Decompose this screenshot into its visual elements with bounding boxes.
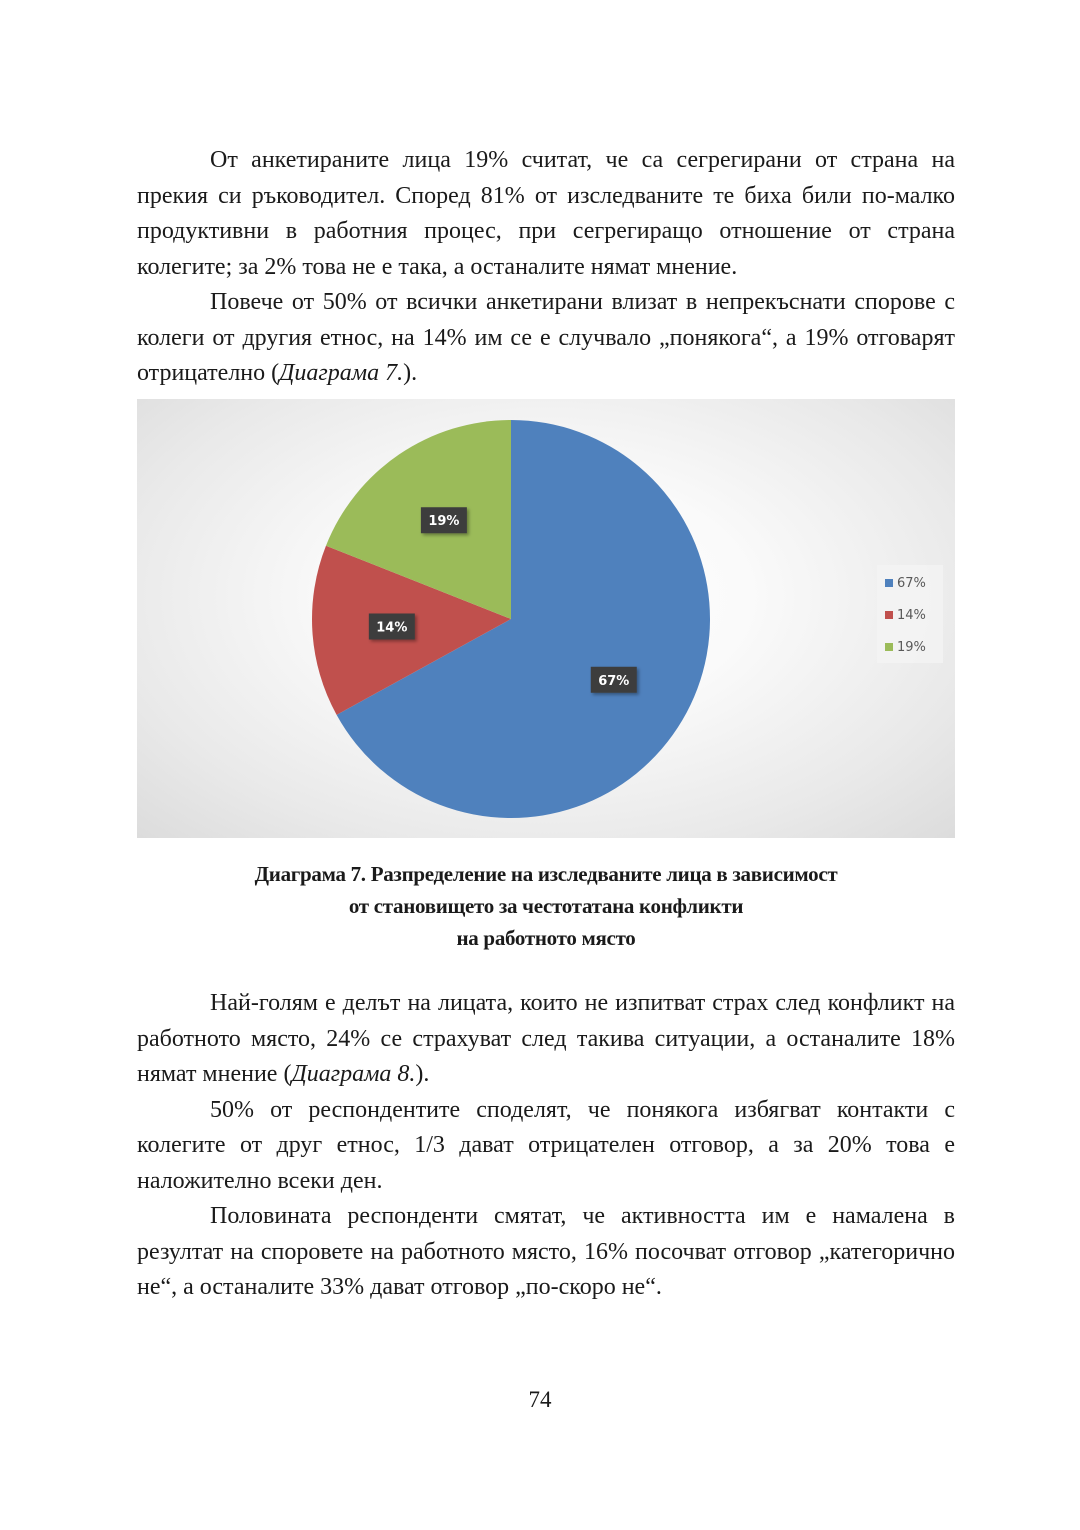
paragraph-text: Най-голям е делът на лицата, които не изпитват страх след конфликт на работното място, 24% се страхуват след такива ситуации, а останалите 18% нямат мнение ( [137,990,955,1087]
paragraph-text-end: ). [415,1061,430,1087]
legend-swatch [885,611,893,619]
legend-label: 67% [897,576,926,591]
diagram-reference: Диаграма 7. [279,360,404,386]
text-block-top [137,143,955,392]
data-label-3 [421,507,467,533]
paragraph-text: Повече от 50% от всички анкетирани влизат в непрекъснати спорове с колеги от другия етнос, на 14% им се е случвало „понякога“, а 19% отговарят отрицателно ( [137,289,955,386]
legend-label: 19% [897,640,926,655]
paragraph-fear [137,986,955,1093]
figure-caption [137,858,955,954]
pie-chart [137,399,955,838]
caption-line-2: от становището за честотатана конфликти [348,894,744,918]
legend-swatch [885,579,893,587]
data-label-1 [591,667,637,693]
data-label-2 [369,613,415,639]
legend-swatch [885,643,893,651]
data-label-text: 14% [376,620,408,636]
caption-line-1: Диаграма 7. Разпределение на изследваните лица в зависимост [254,862,838,886]
data-label-text: 19% [428,514,460,530]
data-label-text: 67% [598,673,630,689]
legend-label: 14% [897,608,926,623]
caption-line-3: на работното място [456,926,636,950]
text-block-bottom [137,986,955,1306]
diagram-reference: Диаграма 8. [291,1061,416,1087]
paragraph-text-end: ). [403,360,418,386]
pie-chart-svg [137,399,955,838]
paragraph-disputes [137,285,955,392]
paragraph-contacts: 50% от респондентите споделят, че понякога избягват контакти с колегите от друг етнос, 1/3 дават отрицателен отговор, а за 20% това е наложително всеки ден. [137,1096,955,1194]
paragraph-segregation: От анкетираните лица 19% считат, че са сегрегирани от страна на прекия си ръководител. Според 81% от изследваните те биха били по-малко продуктивни в работния процес, при сегрегиращо отношение от страна колегите; за 2% това не е така, а останалите нямат мнение. [137,147,955,280]
paragraph-activity: Половината респонденти смятат, че активността им е намалена в резултат на споровете на работното място, 16% посочват отговор „категорично не“, а останалите 33% дават отговор „по-скоро не“. [137,1203,955,1300]
page-number: 74 [528,1387,552,1412]
